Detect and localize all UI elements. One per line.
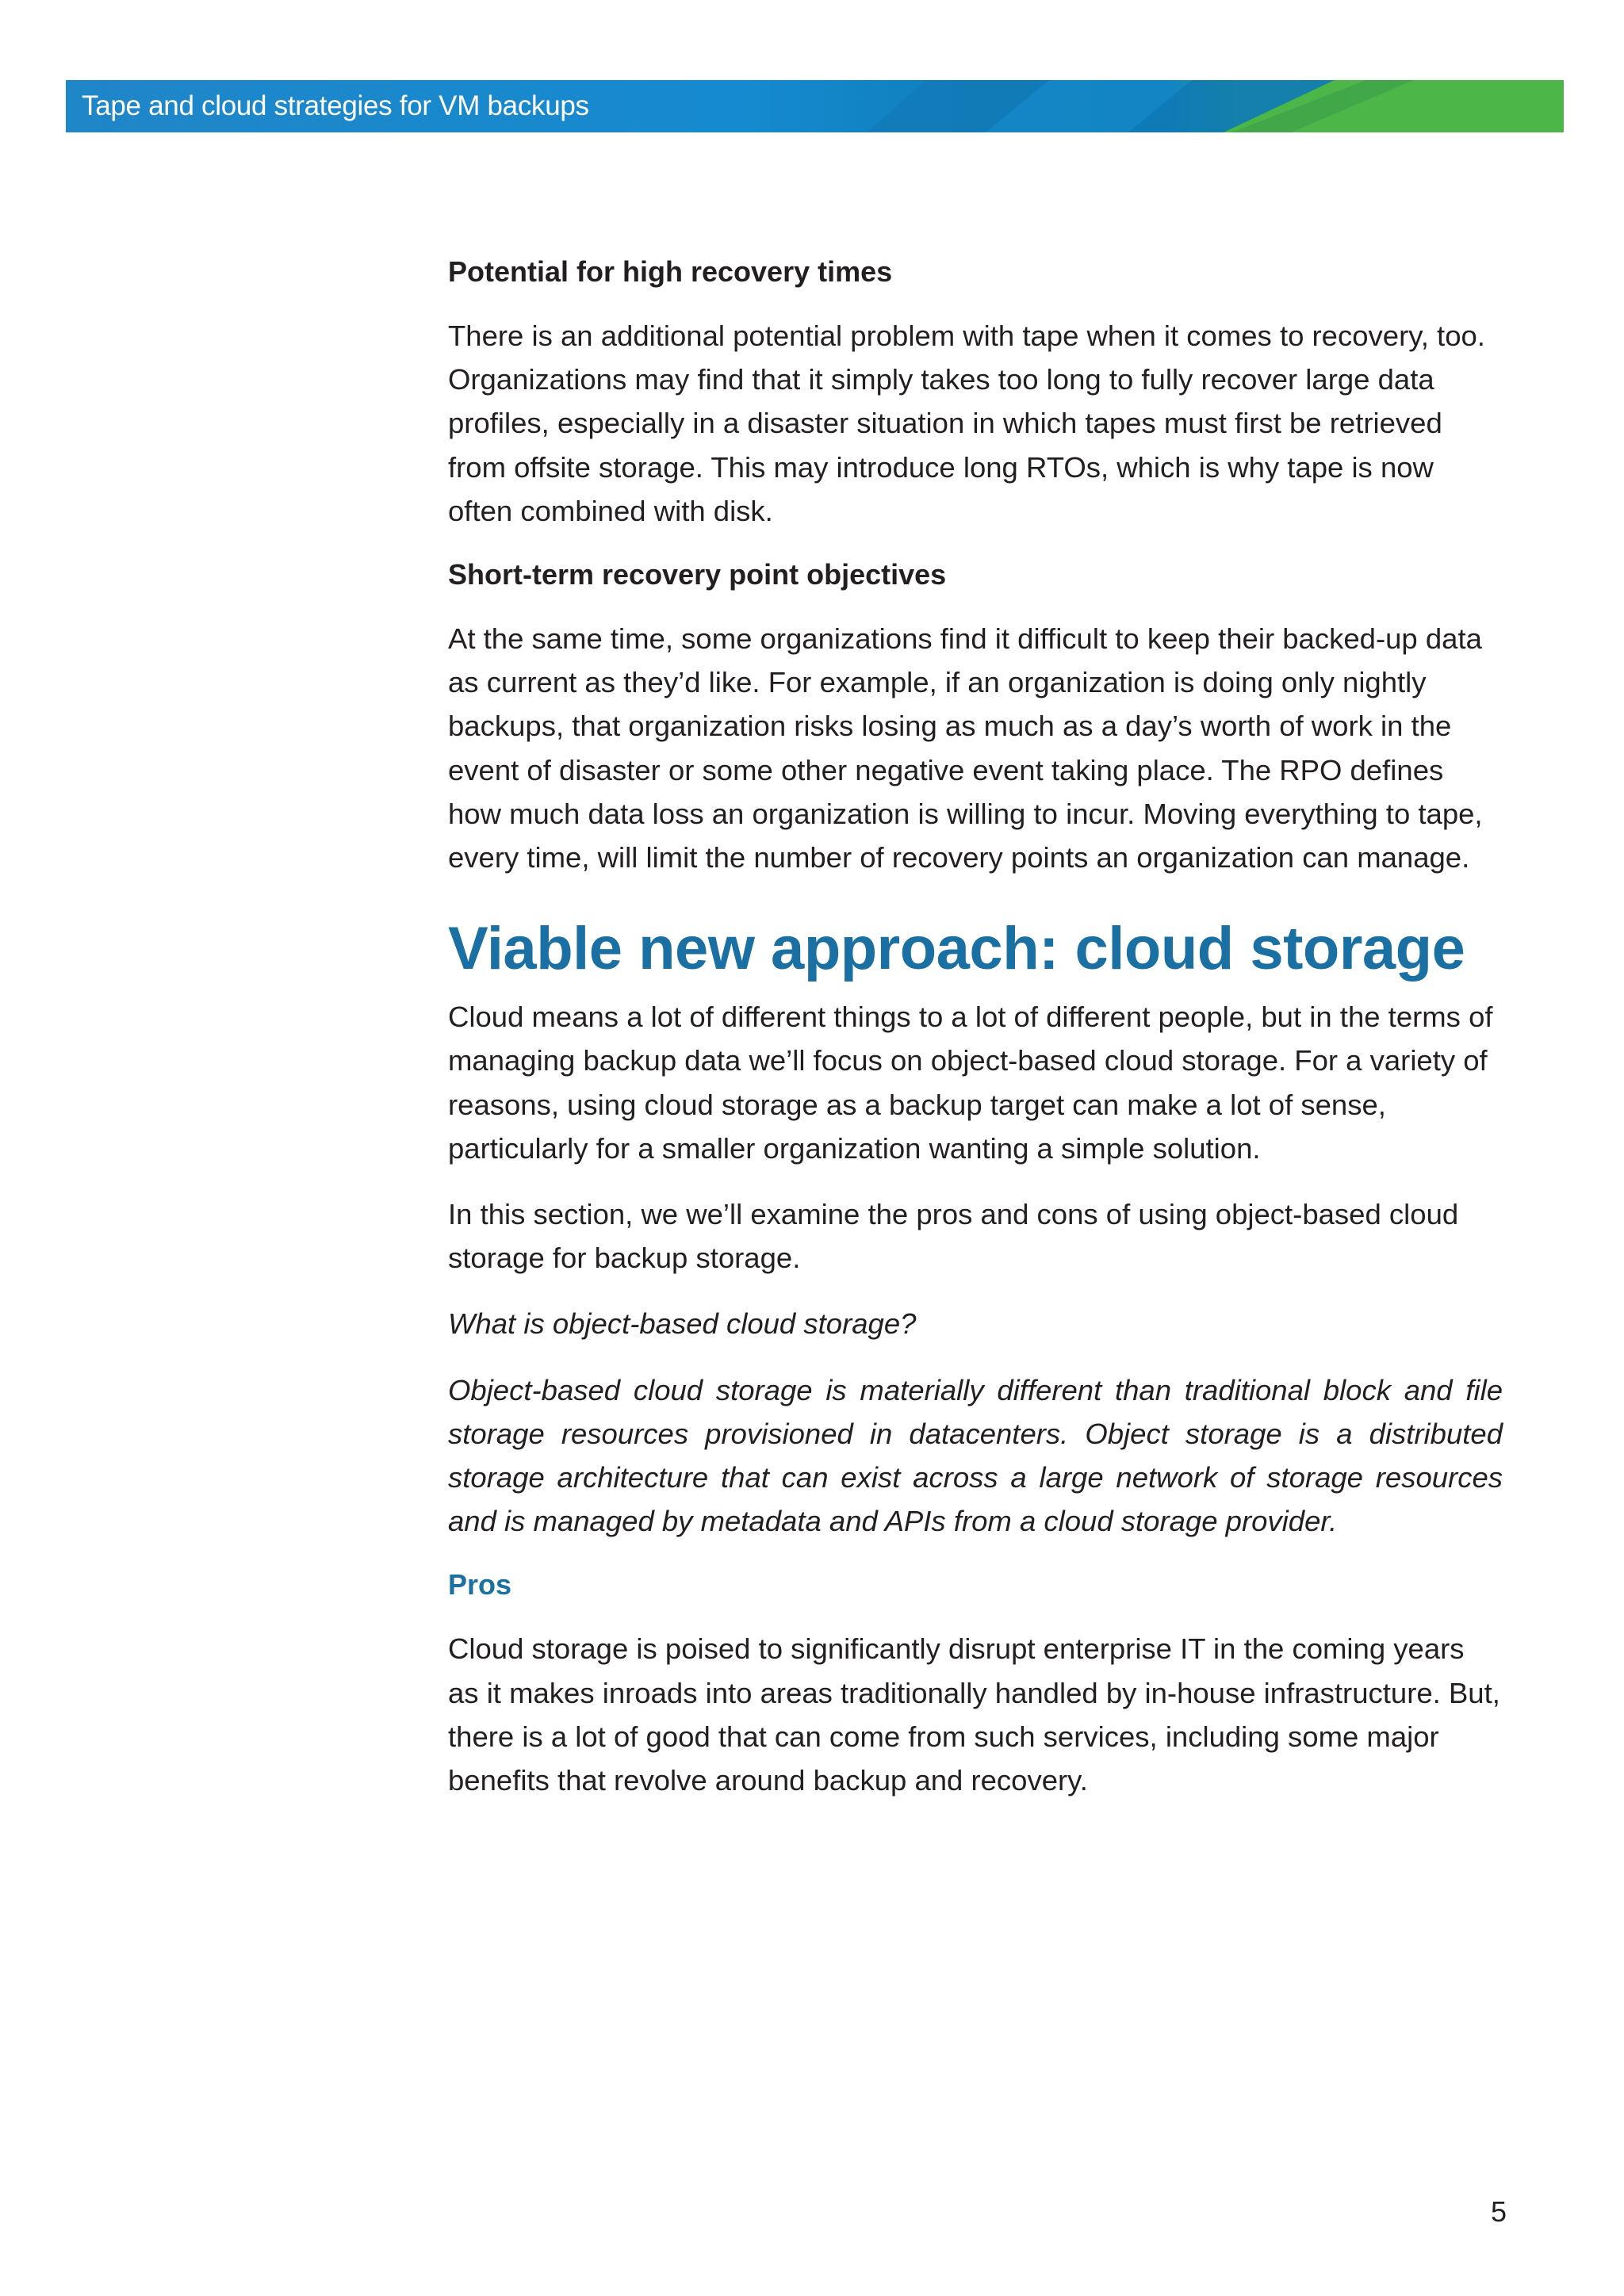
object-storage-question: What is object-based cloud storage?	[448, 1307, 917, 1341]
pros-heading: Pros	[448, 1568, 512, 1601]
cloud-intro-paragraph: Cloud means a lot of different things to a lot of different people, but in the terms of managing backup data we’ll focus on object-based cloud storage. For a variety of reasons, using cloud storage as a backup target can make a lot of sense, particularly for a smaller organization wanting a simple solution.	[448, 1001, 1493, 1165]
page-number: 5	[1490, 2195, 1507, 2228]
header-banner	[66, 80, 1564, 132]
recovery-times-paragraph: There is an additional potential problem with tape when it comes to recovery, too. Organizations may find that it simply takes too long to fully recover large data profiles, especially in a disaster situation in which tapes must first be retrieved from offsite storage. This may introduce long RTOs, which is why tape is now often combined with disk.	[448, 320, 1485, 527]
cloud-section-note: In this section, we we’ll examine the pros and cons of using object-based cloud storage for backup storage.	[448, 1198, 1459, 1275]
rpo-paragraph: At the same time, some organizations find it difficult to keep their backed-up data as current as they’d like. For example, if an organization is doing only nightly backups, that organization risks losing as much as a day’s worth of work in the event of disaster or some other negative event taking place. The RPO defines how much data loss an organization is willing to incur. Moving everything to tape, every time, will limit the number of recovery points an organization can manage.	[448, 622, 1483, 874]
header-title: Tape and cloud strategies for VM backups	[82, 90, 589, 121]
recovery-times-heading: Potential for high recovery times	[448, 255, 893, 288]
object-storage-definition: Object-based cloud storage is materially different than traditional block and file storage resources provisioned in datacenters. Object storage is a distributed storage architecture that can exist across a large network of storage resources and is managed by metadata and APIs from a cloud storage provider.	[448, 1373, 1503, 1538]
rpo-heading: Short-term recovery point objectives	[448, 558, 947, 591]
main-content	[448, 252, 1503, 1824]
cloud-section-title: Viable new approach: cloud storage	[448, 915, 1465, 983]
pros-paragraph: Cloud storage is poised to significantly disrupt enterprise IT in the coming years as it makes inroads into areas traditionally handled by in-house infrastructure. But, there is a lot of good that can come from such services, including some major benefits that revolve around backup and recovery.	[448, 1632, 1500, 1797]
